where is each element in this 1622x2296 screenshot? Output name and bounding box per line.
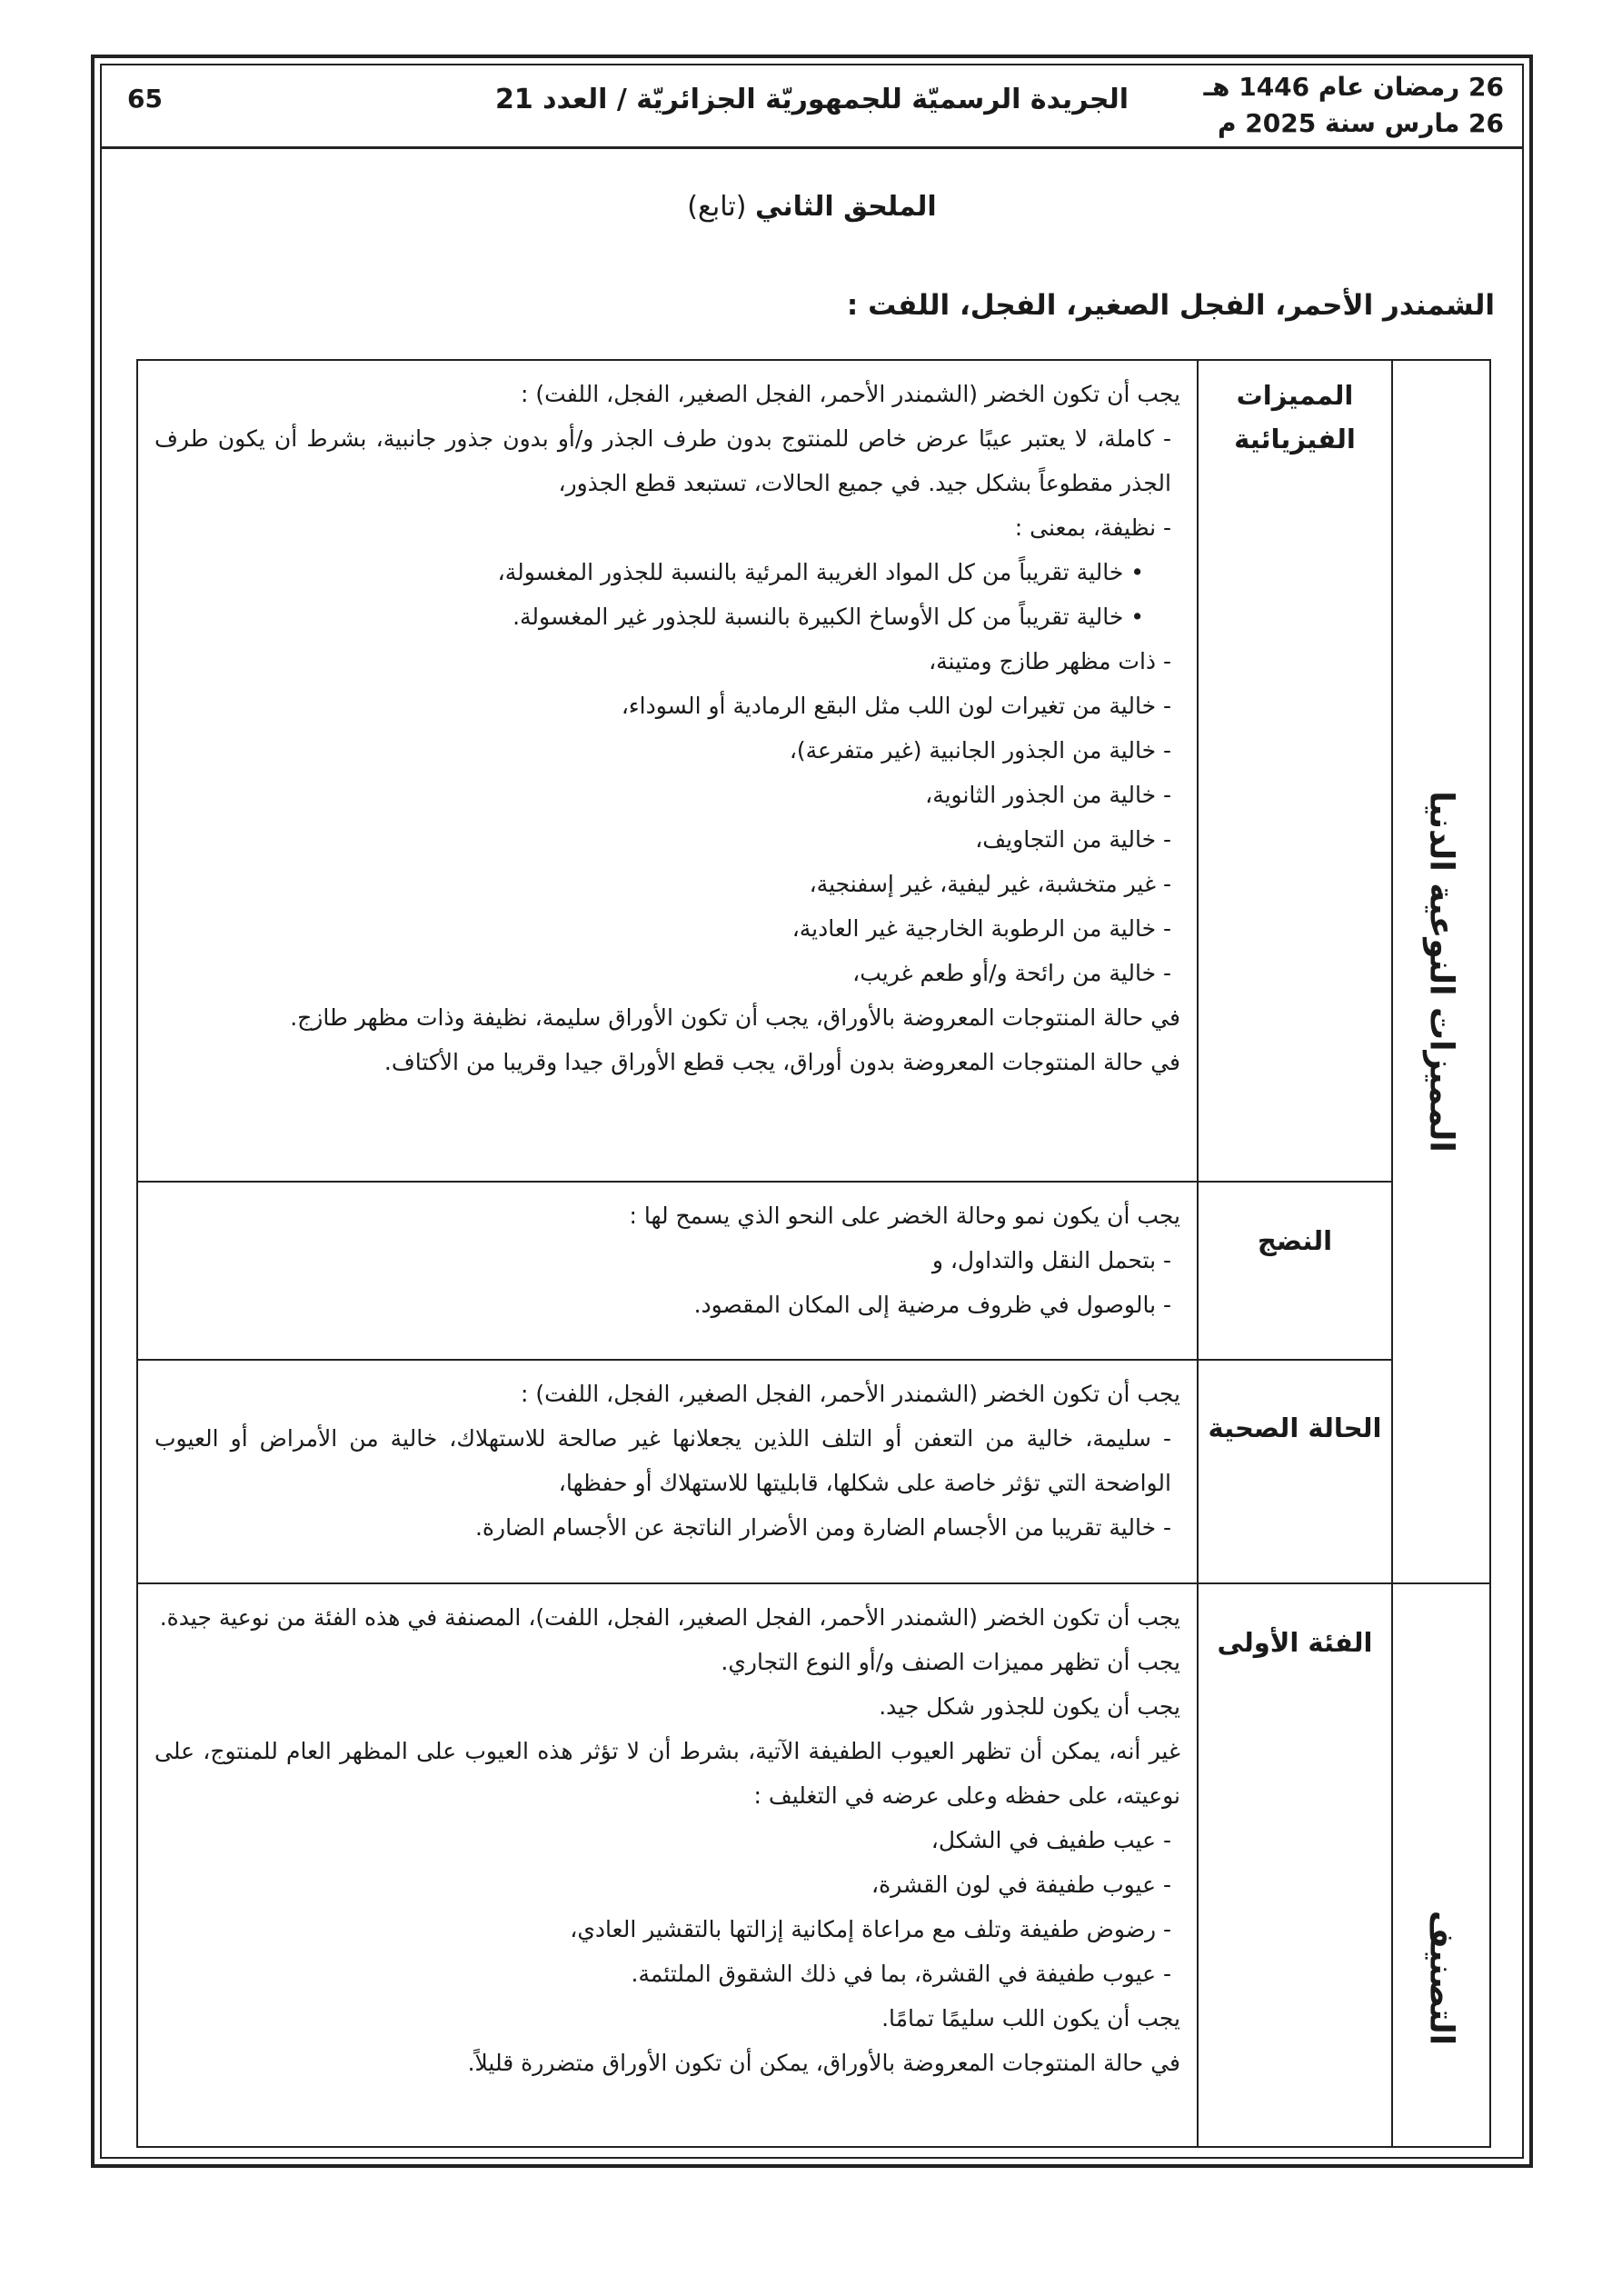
physical-leaves: في حالة المنتوجات المعروضة بالأوراق، يجب أن تكون الأوراق سليمة، نظيفة وذات مظهر طازج. [290, 1004, 1180, 1031]
health-content [137, 1360, 1198, 1583]
category-physical: المميزات الفيزيائية [1198, 360, 1392, 1182]
physical-bullet-1: • خالية تقريباً من كل المواد الغريبة المرئية بالنسبة للجذور المغسولة، [497, 559, 1144, 585]
class1-paragraph: يجب أن تظهر مميزات الصنف و/أو النوع التجاري. [721, 1649, 1180, 1675]
row-maturity [137, 1182, 1490, 1360]
physical-item: - ذات مظهر طازج ومتينة، [929, 648, 1171, 674]
physical-item: - خالية من الرطوبة الخارجية غير العادية، [791, 915, 1171, 942]
maturity-item: - بالوصول في ظروف مرضية إلى المكان المقصود. [693, 1292, 1171, 1318]
physical-item: - غير متخشبة، غير ليفية، غير إسفنجية، [809, 871, 1171, 897]
row-health [137, 1360, 1490, 1583]
annex-heading [100, 191, 1524, 223]
health-intro: يجب أن تكون الخضر (الشمندر الأحمر، الفجل الصغير، الفجل، اللفت) : [521, 1381, 1180, 1407]
class1-paragraph: غير أنه، يمكن أن تظهر العيوب الطفيفة الآتية، بشرط أن لا تؤثر هذه العيوب على المظهر العام للمنتوج، على نوعيته، على حفظه وعلى عرضه في التغليف : [154, 1738, 1180, 1809]
class1-item: - رضوض طفيفة وتلف مع مراعاة إمكانية إزالتها بالتقشير العادي، [570, 1916, 1171, 1942]
physical-item: - خالية من الجذور الثانوية، [925, 782, 1171, 808]
date-gregorian: 26 مارس سنة 2025 م [1218, 108, 1504, 138]
class1-item: - عيوب طفيفة في لون القشرة، [871, 1872, 1171, 1898]
physical-item: - خالية من رائحة و/أو طعم غريب، [852, 960, 1171, 986]
physical-bullet-2: • خالية تقريباً من كل الأوساخ الكبيرة بالنسبة للجذور غير المغسولة. [512, 604, 1144, 630]
section-subtitle: الشمندر الأحمر، الفجل الصغير، الفجل، اللفت : [846, 289, 1495, 322]
class1-paragraph: يجب أن يكون اللب سليمًا تمامًا. [881, 2005, 1180, 2031]
class1-paragraph: في حالة المنتوجات المعروضة بالأوراق، يمكن أن تكون الأوراق متضررة قليلاً. [467, 2050, 1180, 2076]
date-hijri: 26 رمضان عام 1446 هـ [1203, 72, 1504, 102]
class1-content [137, 1583, 1198, 2147]
row-class1 [137, 1583, 1490, 2147]
group-classification-label: التصنيف [1422, 1910, 1460, 2045]
class1-paragraph: يجب أن يكون للجذور شكل جيد. [879, 1693, 1180, 1720]
journal-title: الجريدة الرسميّة للجمهوريّة الجزائريّة / العدد 21 [494, 84, 1129, 115]
health-item: - خالية تقريبا من الأجسام الضارة ومن الأضرار الناتجة عن الأجسام الضارة. [474, 1514, 1171, 1541]
physical-complete: - كاملة، لا يعتبر عيبًا عرض خاص للمنتوج بدون طرف الجذر و/أو بدون جذور جانبية، بشرط أن يكون طرف الجذر مقطوعاً بشكل جيد. في جميع الحالات، تستبعد قطع الجذور، [154, 425, 1171, 496]
specification-table [136, 359, 1491, 2148]
row-physical [137, 360, 1490, 1182]
category-maturity: النضج [1198, 1182, 1392, 1360]
physical-item: - خالية من تغيرات لون اللب مثل البقع الرمادية أو السوداء، [621, 693, 1171, 719]
category-class1: الفئة الأولى [1198, 1583, 1392, 2147]
page-number: 65 [127, 84, 163, 114]
class1-item: - عيب طفيف في الشكل، [930, 1827, 1171, 1853]
physical-item: - خالية من الجذور الجانبية (غير متفرعة)، [789, 737, 1171, 764]
annex-suffix: (تابع) [687, 191, 747, 223]
physical-no-leaves: في حالة المنتوجات المعروضة بدون أوراق، يجب قطع الأوراق جيدا وقريبا من الأكتاف. [383, 1049, 1180, 1075]
class1-item: - عيوب طفيفة في القشرة، بما في ذلك الشقوق الملتئمة. [631, 1961, 1171, 1987]
page-header [100, 64, 1524, 149]
group-min-quality [1392, 360, 1490, 1583]
physical-content [137, 360, 1198, 1182]
physical-intro: يجب أن تكون الخضر (الشمندر الأحمر، الفجل الصغير، الفجل، اللفت) : [521, 381, 1180, 407]
annex-title: الملحق الثاني [755, 191, 937, 223]
group-classification [1392, 1583, 1490, 2147]
physical-clean: - نظيفة، بمعنى : [1014, 514, 1171, 541]
maturity-intro: يجب أن يكون نمو وحالة الخضر على النحو الذي يسمح لها : [629, 1203, 1180, 1229]
class1-paragraph: يجب أن تكون الخضر (الشمندر الأحمر، الفجل الصغير، الفجل، اللفت)، المصنفة في هذه الفئة من نوعية جيدة. [159, 1604, 1180, 1631]
maturity-item: - بتحمل النقل والتداول، و [931, 1247, 1171, 1273]
group-min-quality-label: المميزات النوعية الدنيا [1422, 791, 1460, 1153]
category-health: الحالة الصحية [1198, 1360, 1392, 1583]
health-item: - سليمة، خالية من التعفن أو التلف اللذين يجعلانها غير صالحة للاستهلاك، خالية من الأمراض أو العيوب الواضحة التي تؤثر خاصة على شكلها، قابليتها للاستهلاك أو حفظها، [154, 1425, 1171, 1496]
physical-item: - خالية من التجاويف، [975, 826, 1171, 853]
maturity-content [137, 1182, 1198, 1360]
